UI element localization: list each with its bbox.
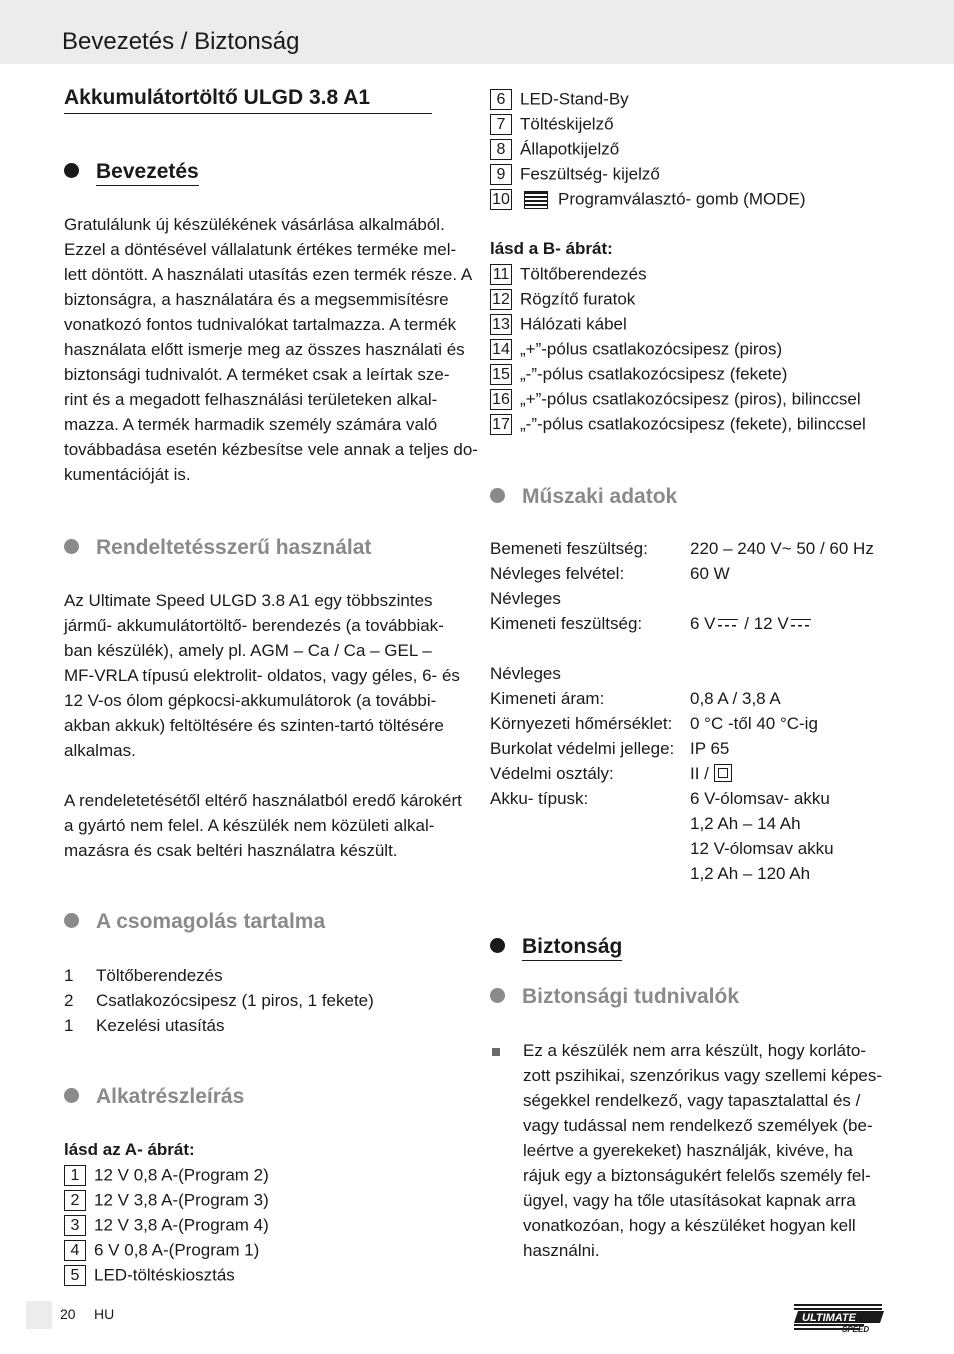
part-row: 8 Állapotkijelző <box>490 138 619 160</box>
footer-page-box <box>26 1301 52 1329</box>
part-row: 15 „-”-pólus csatlakozócsipesz (fekete) <box>490 363 787 385</box>
intro-paragraph: Gratulálunk új készülékének vásárlása alkalmából. Ezzel a döntésével vállalatunk értékes terméke mel- lett döntött. A használati utasítás ezen termék része. A biztonságra, a használatára és a megsemmisítésre vonatkozó fontos tudnivalókat tartalmazza. A termék használata előtt ismerje meg az összes használati és biztonsági tudnivalót. A terméket csak a leírtak sze- rint és a megadott felhasználási területeken alkal- mazza. A termék harmadik személy számára való továbbadása esetén kézbesítse vele annak a teljes do- kumentációját is. <box>64 215 478 484</box>
part-row: 2 12 V 3,8 A-(Program 3) <box>64 1189 269 1211</box>
spec-label: Kimeneti feszültség: <box>490 614 643 633</box>
part-row: 6 LED-Stand-By <box>490 88 629 110</box>
part-row: 13 Hálózati kábel <box>490 313 627 335</box>
part-row: 3 12 V 3,8 A-(Program 4) <box>64 1214 269 1236</box>
page-number: 20 <box>60 1306 76 1322</box>
list-item: 1 Töltőberendezés <box>64 966 223 985</box>
spec-value: 1,2 Ah – 14 Ah <box>690 814 801 833</box>
spec-value: 6 V-ólomsav- akku <box>690 789 830 808</box>
mode-button-icon <box>524 191 548 209</box>
dc-symbol-icon <box>718 619 738 628</box>
bullet-dot-icon <box>490 488 505 503</box>
spec-value: II / <box>690 764 732 784</box>
spec-value: 220 – 240 V~ 50 / 60 Hz <box>690 539 874 558</box>
part-row: 1 12 V 0,8 A-(Program 2) <box>64 1164 269 1186</box>
spec-value: 0 °C -től 40 °C-ig <box>690 714 818 733</box>
spec-label: Védelmi osztály: <box>490 764 614 783</box>
svg-text:ULTIMATE: ULTIMATE <box>802 1312 856 1324</box>
spec-label: Névleges felvétel: <box>490 564 625 583</box>
parts-a-label: lásd az A- ábrát: <box>64 1140 195 1159</box>
part-row: 11 Töltőberendezés <box>490 263 647 285</box>
usage-paragraph-2: A rendeletetésétől eltérő használatból eredő károkért a gyártó nem felel. A készülék nem közületi alkal- mazásra és csak beltéri használatra készült. <box>64 791 462 860</box>
bullet-dot-icon <box>64 539 79 554</box>
section-heading-csomagolas: A csomagolás tartalma <box>64 910 325 934</box>
protection-class-icon <box>714 764 732 782</box>
part-row: 7 Töltéskijelző <box>490 113 614 135</box>
spec-label: Kimeneti áram: <box>490 689 605 708</box>
spec-label: Környezeti hőmérséklet: <box>490 714 673 733</box>
parts-b-label: lásd a B- ábrát: <box>490 239 613 258</box>
square-bullet-icon <box>492 1048 500 1056</box>
bullet-dot-icon <box>64 1088 79 1103</box>
spec-value: 6 V / 12 V <box>690 614 813 634</box>
spec-value: 0,8 A / 3,8 A <box>690 689 781 708</box>
part-row: 4 6 V 0,8 A-(Program 1) <box>64 1239 259 1261</box>
section-heading-bevezetes: Bevezetés <box>64 160 199 184</box>
spec-value: 60 W <box>690 564 730 583</box>
spec-label: Névleges <box>490 589 561 608</box>
list-item: 2 Csatlakozócsipesz (1 piros, 1 fekete) <box>64 991 374 1010</box>
language-code: HU <box>94 1306 115 1322</box>
spec-value: IP 65 <box>690 739 730 758</box>
part-row: 5 LED-töltéskiosztás <box>64 1264 235 1286</box>
spec-label: Névleges <box>490 664 561 683</box>
spec-value: 12 V-ólomsav akku <box>690 839 834 858</box>
list-item: 1 Kezelési utasítás <box>64 1016 225 1035</box>
svg-text:SPEED: SPEED <box>842 1325 870 1332</box>
part-row: 12 Rögzítő furatok <box>490 288 635 310</box>
spec-label: Akku- típusk: <box>490 789 589 808</box>
bullet-dot-icon <box>64 163 79 178</box>
bullet-dot-icon <box>490 938 505 953</box>
usage-paragraph-1: Az Ultimate Speed ULGD 3.8 A1 egy többszintes jármű- akkumulátortöltő- berendezés (a továbbiak- ban készülék), amely pl. AGM – Ca / Ca – GEL – MF-VRLA típusú elektrolit- oldatos, vagy géles, 6- és 12 V-os ólom gépkocsi-akkumulátorok (a további- akban akkuk) feltöltésére és szinten-tartó töltésére alkalmas. <box>64 591 460 760</box>
part-row: 9 Feszültség- kijelző <box>490 163 660 185</box>
spec-label: Burkolat védelmi jellege: <box>490 739 675 758</box>
safety-paragraph: Ez a készülék nem arra készült, hogy korláto- zott pszihikai, szenzórikus vagy szellemi képes- ségekkel rendelkező, vagy tapasztalattal és / vagy tudással nem rendelkező személyek (be- leértve a gyerekeket) használják, kivéve, ha rájuk egy a biztonságukért felelős személy fel- ügyel, vagy ha tőle utasításokat kapnak arra vonatkozóan, hogy a készüléket hogyan kell használni. <box>523 1041 883 1260</box>
section-heading-muszaki: Műszaki adatok <box>490 485 677 509</box>
ultimate-speed-logo <box>792 1302 888 1332</box>
part-row: 17 „-”-pólus csatlakozócsipesz (fekete), bilinccsel <box>490 413 866 435</box>
page-header-title: Bevezetés / Biztonság <box>62 28 300 55</box>
spec-label: Bemeneti feszültség: <box>490 539 648 558</box>
dc-symbol-icon <box>791 619 811 628</box>
spec-value: 1,2 Ah – 120 Ah <box>690 864 811 883</box>
package-list <box>64 963 374 1038</box>
section-heading-alkatresz: Alkatrészleírás <box>64 1085 244 1109</box>
document-title: Akkumulátortöltő ULGD 3.8 A1 <box>64 86 432 114</box>
part-row: 16 „+”-pólus csatlakozócsipesz (piros), bilinccsel <box>490 388 861 410</box>
section-heading-rendeltetes: Rendeltetésszerű használat <box>64 536 371 560</box>
bullet-dot-icon <box>64 913 79 928</box>
part-row: 14 „+”-pólus csatlakozócsipesz (piros) <box>490 338 782 360</box>
section-heading-biztonsagi-tudnivalok: Biztonsági tudnivalók <box>490 985 739 1009</box>
section-heading-biztonsag: Biztonság <box>490 935 622 959</box>
bullet-dot-icon <box>490 988 505 1003</box>
part-row: 10 Programválasztó- gomb (MODE) <box>490 188 806 210</box>
